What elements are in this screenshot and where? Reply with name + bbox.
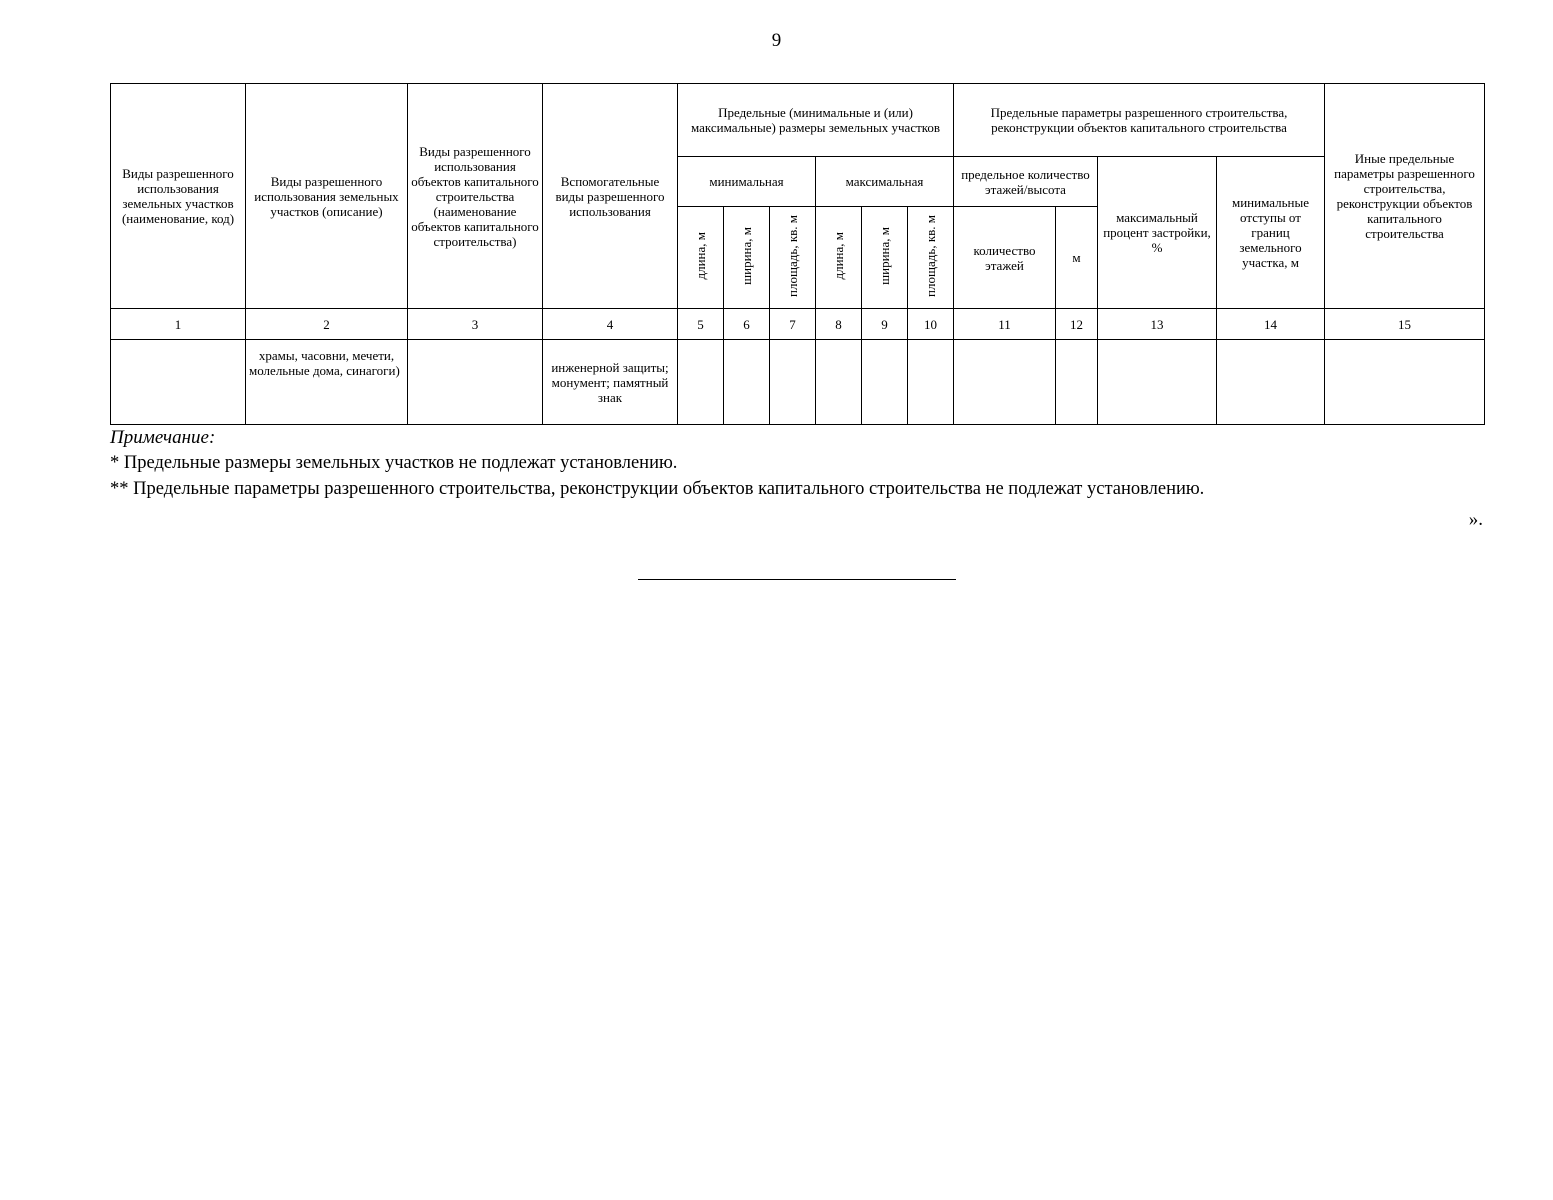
header-max-area: площадь, кв. м bbox=[908, 207, 954, 309]
cell-permitted-use-name bbox=[111, 340, 246, 425]
cell-empty bbox=[724, 340, 770, 425]
column-number: 13 bbox=[1098, 309, 1217, 340]
header-min-area: площадь, кв. м bbox=[770, 207, 816, 309]
cell-permitted-use-description: храмы, часовни, мечети, молельные дома, синагоги) bbox=[246, 340, 408, 425]
table-row bbox=[111, 340, 1485, 425]
header-permitted-use-description: Виды разрешенного использования земельных участков (описание) bbox=[246, 84, 408, 309]
column-number: 5 bbox=[678, 309, 724, 340]
column-number: 1 bbox=[111, 309, 246, 340]
cell-empty bbox=[1098, 340, 1217, 425]
column-number-row bbox=[111, 309, 1485, 340]
cell-empty bbox=[862, 340, 908, 425]
page-number: 9 bbox=[771, 30, 782, 51]
header-maximal: максимальная bbox=[816, 157, 954, 207]
header-max-length: длина, м bbox=[816, 207, 862, 309]
regulations-table bbox=[110, 83, 1485, 425]
cell-empty bbox=[1325, 340, 1485, 425]
note-title: Примечание: bbox=[110, 427, 216, 448]
header-max-build-percent: максимальный процент застройки, % bbox=[1098, 157, 1217, 309]
column-number: 9 bbox=[862, 309, 908, 340]
note-line: * Предельные размеры земельных участков не подлежат установлению. bbox=[110, 453, 678, 473]
cell-empty bbox=[1217, 340, 1325, 425]
header-floors-count: количество этажей bbox=[954, 207, 1056, 309]
cell-empty bbox=[678, 340, 724, 425]
cell-empty bbox=[770, 340, 816, 425]
header-min-width: ширина, м bbox=[724, 207, 770, 309]
column-number: 4 bbox=[543, 309, 678, 340]
column-number: 11 bbox=[954, 309, 1056, 340]
column-number: 15 bbox=[1325, 309, 1485, 340]
column-number: 6 bbox=[724, 309, 770, 340]
note-line: ** Предельные параметры разрешенного строительства, реконструкции объектов капитального строительства не подлежат установлению. bbox=[110, 479, 1205, 499]
end-rule bbox=[638, 579, 956, 580]
cell-empty bbox=[816, 340, 862, 425]
cell-auxiliary-use: инженерной защиты; монумент; памятный знак bbox=[543, 340, 678, 425]
cell-capital-construction-use bbox=[408, 340, 543, 425]
column-number: 3 bbox=[408, 309, 543, 340]
cell-empty bbox=[1056, 340, 1098, 425]
column-number: 8 bbox=[816, 309, 862, 340]
header-height-m: м bbox=[1056, 207, 1098, 309]
header-floors-height: предельное количество этажей/высота bbox=[954, 157, 1098, 207]
header-auxiliary-use: Вспомогательные виды разрешенного использования bbox=[543, 84, 678, 309]
header-min-setback: минимальные отступы от границ земельного участка, м bbox=[1217, 157, 1325, 309]
column-number: 10 bbox=[908, 309, 954, 340]
cell-empty bbox=[954, 340, 1056, 425]
column-number: 2 bbox=[246, 309, 408, 340]
header-minimal: минимальная bbox=[678, 157, 816, 207]
closing-quote: ». bbox=[1468, 509, 1483, 530]
cell-empty bbox=[908, 340, 954, 425]
header-max-width: ширина, м bbox=[862, 207, 908, 309]
column-number: 12 bbox=[1056, 309, 1098, 340]
header-min-length: длина, м bbox=[678, 207, 724, 309]
header-plot-size-limits: Предельные (минимальные и (или) максимальные) размеры земельных участков bbox=[678, 84, 954, 157]
column-number: 7 bbox=[770, 309, 816, 340]
header-construction-params: Предельные параметры разрешенного строительства, реконструкции объектов капитального строительства bbox=[954, 84, 1325, 157]
header-capital-construction-use: Виды разрешенного использования объектов капитального строительства (наименование объектов капитального строительства) bbox=[408, 84, 543, 309]
header-permitted-use-name: Виды разрешенного использования земельных участков (наименование, код) bbox=[111, 84, 246, 309]
header-other-params: Иные предельные параметры разрешенного строительства, реконструкции объектов капитального строительства bbox=[1325, 84, 1485, 309]
column-number: 14 bbox=[1217, 309, 1325, 340]
